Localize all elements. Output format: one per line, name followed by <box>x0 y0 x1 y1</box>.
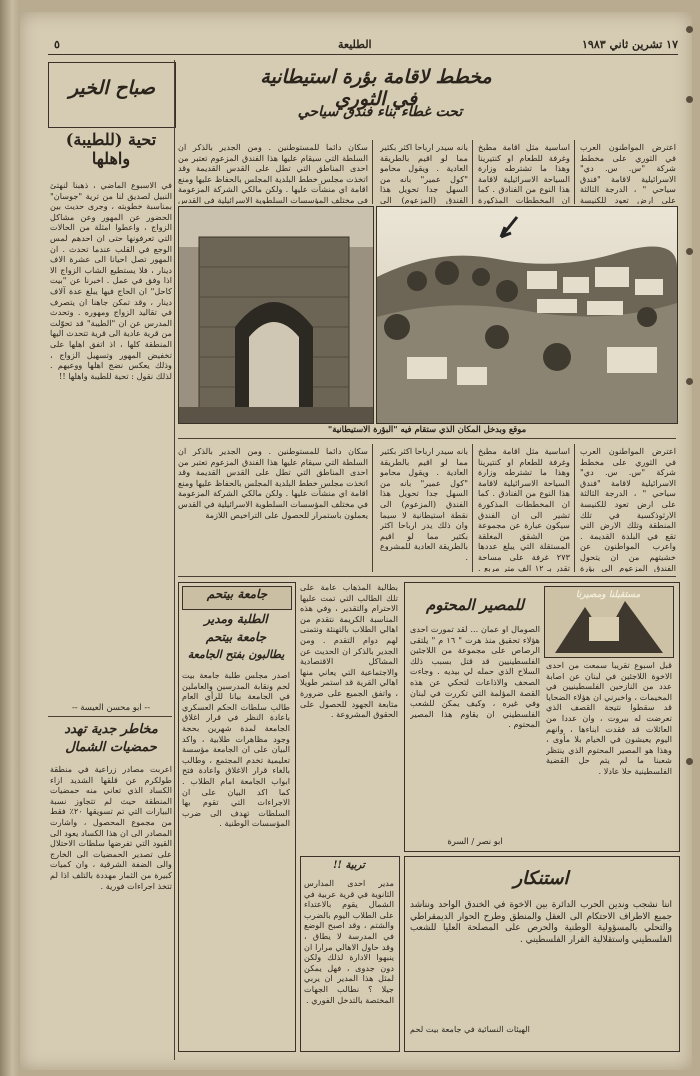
issue-date: ١٧ تشرين ثاني ١٩٨٣ <box>582 38 678 51</box>
education-title: تربية !! <box>333 860 365 871</box>
column-rule <box>574 444 575 572</box>
column-rule <box>472 140 473 204</box>
main-article-cont-2: اساسية مثل اقامة مطبخ وغرفة للطعام او كنتيرينا وهذا ما تشترطه وزارة السياحة الاسرائيلية لاقامة هذا النوع من الفنادق . كما ان المخططات المذكورة تشير الى ان الفندق سيكون عبارة عن مجموعة من الشقق المغلقة المستقلة التي يبلغ عددها ٢٧٣ غرفة على مساحة تقدر بـ ١٢ الف متر مربع . <box>478 446 570 572</box>
spacer <box>404 556 678 560</box>
sabah-column-headline: تحية (للطيبة) واهلها <box>65 130 157 168</box>
condemnation-body: اننا نشجب وندين الحرب الدائرة بين الاخوة في الخندق الواحد ونناشد جميع الاطراف الاحتكام الى العقل والمنطق وطرح الحوار الديمقراطي والتحلي بالمسؤولية الوطنية والحرص على المصلحة العليا للشعب الفلسطيني واستقلالية القرار الفلسطيني . <box>410 900 672 945</box>
main-subheadline: تحت غطاء بناء فندق سياحي <box>297 104 463 120</box>
main-headline: مخطط لاقامة بؤرة استيطانية في الثوري <box>260 66 492 110</box>
landscape-photo <box>376 206 678 424</box>
center-continued-text: بطالبة المذهاب عامة على تلك الطالب التي تمت عليها الاحترام والتقدير ، وفي هذه المناسبة الكريمة نتقدم من اهالي الطلاب بالتهنئة ونتمنى لهم دوام التقدم . ومن الجدير بالذكر ان الحديث عن المشاكل الاقتصادية والاجتماعية التي يعاني منها اهالي القرية قد استمر طويلا ، واتفق الجميع على ضرورة متابعة الجهود للحصول على الحقوق المشروعة . <box>300 582 398 720</box>
condemnation-signature: الهيئات النسائية في جامعة بيت لحم <box>410 1024 530 1034</box>
page-number: ٥ <box>54 38 60 51</box>
binder-hole <box>686 26 693 33</box>
main-article-cont-3: بانه سيدر ارباحا اكثر بكثير مما لو اقيم بالطريقة العادية . ويقول محامو "كول عمير" بانه من السهل جدا تحويل هذا الفندق (المزعوم) الى نقطة استيطانية لا سيما وان ذلك يدر ارباحا اكثر بكثير مما لو اقيم بالطريقة العادية للمشروع . <box>380 446 468 562</box>
sabah-alkhair-title: صباح الخير <box>68 77 156 99</box>
bethlehem-title-1: الطلبة ومدير <box>204 612 268 626</box>
main-article-col-mid-left: بانه سيدر ارباحا اكثر بكثير مما لو اقيم بالطريقة العادية . ويقول محامو "كول عمير" بانه من السهل جدا تحويل هذا الفندق (المزعوم) الى <box>380 142 468 204</box>
bethlehem-title-2: جامعة بيتحم <box>205 630 267 644</box>
bethlehem-article-body: اصدر مجلس طلبة جامعة بيت لحم ونقابة المدرسين والعاملين في الجامعة بيانا للرأي العام طالب سلطات الحكم العسكري باعادة النظر في قرار اغلاق الجامعة لمدة شهرين بحجة وجود مظاهرات طلابية ، واكد البيان على ان الجامعة مؤسسة تعليمية تخدم المجتمع ، وطالب بالغاء قرار الاغلاق واعادة فتح ابواب الجامعة امام الطلاب . كما اكد البيان على ان الاجراءات التي تقوم بها السلطات تهدف الى ضرب المؤسسات الوطنية . <box>182 670 290 829</box>
destiny-art-label: مستقبلنا ومصيرنا <box>575 590 641 600</box>
column-rule <box>372 140 373 204</box>
binder-hole <box>686 378 693 385</box>
page-header <box>48 38 678 55</box>
bethlehem-logo-art: جامعة بيتحم <box>182 586 292 610</box>
destiny-body-left: الصومال او عمان ... لقد تمورت احدى هؤلاء تحقيق منذ هرت " ١٦ م " يلتقى الرصاص على مجموعة من اللاجئين الفلسطينيين قد قتل بسبب ذلك السلاح الذي حمله لي بيديه . وجاءت الصحف والاذاعات لتحكي عن هذه القصة المؤلمة التي تكررت في لبنان وفي غيره ، وكيف يمكن للشعب الفلسطيني ان يقاوم هذا المصير المحتوم . <box>410 624 540 730</box>
column-rule <box>574 140 575 204</box>
newspaper-name: الطليعة <box>338 38 372 51</box>
newspaper-binding <box>0 0 20 1076</box>
citrus-article-body: اعربت مصادر زراعية في منطقة طولكرم عن قلقها الشديد ازاء الكساد الذي تعاني منه حمضيات المنطقة حيث لم تتجاوز نسبة البيارات التي تم تسويقها ٢٠٪ فقط من مجموع المحصول ، واشارت المصادر الى ان هذا الكساد يعود الى القيود التي تفرضها سلطات الاحتلال على تصدير الحمضيات الى الخارج والى الضفة الشرقية ، وان كميات كبيرة من الثمار مهددة بالتلف اذا لم تتخذ اجراءات فورية . <box>50 764 172 891</box>
main-article-col-right: اعترض المواطنون العرب في الثوري على مخطط شركة "س. س. دي" الاسرائيلية لاقامة "فندق سياحي " ، الدرجة الثالثة على ارض تعود للكنيسة <box>580 142 676 204</box>
column-rule <box>174 60 175 1060</box>
binder-hole <box>686 248 693 255</box>
binder-hole <box>686 758 693 765</box>
destiny-signature: ابو نصر / السرة <box>447 836 503 846</box>
stone-arch-illustration <box>179 207 373 423</box>
sabah-column-signature: -- ابو محسن العيسة -- <box>71 702 151 712</box>
column-rule <box>372 444 373 572</box>
sabah-column-body: في الاسبوع الماضي ، ذهبنا لنهتئ النبيل لصديق لنا من ترية "جوسان" بمناسبة خطوبته ، وجرى حديث بين الحضور عن المهور وعن مشاكل الزواج ، واعطوا امثلة من الحالات التي تعرفونها حتى ان احدهم لمس الوجع في القلب عندما تحدث . ان المهور تصل احيانا الى عشرة الاف دينار ، فلا يستطيع الشاب الزواج الا اذا وفق في عمل . اخبرنا عن "بيت كاحل" ان الحاج فيها يبلغ عدة آلاف دينار ، وقد تمكن جاهنا ان يتصرف في تقاليد الزواج ومهوره . وتحدث المدرس عن ان "الطيبة" قد تحوّلت من قرية عادية الى قرية تتحدث اليها المنطقة كلها ، اذ اتفق اهلها على تخفيض المهور وتسهيل الزواج ، وذلك يعكس نضج اهلها ووعيهم . لذلك نقول : تحية للطيبة واهلها !! <box>50 180 172 381</box>
citrus-headline-1: مخاطر جدية تهدد <box>64 722 158 737</box>
section-rule <box>48 716 172 717</box>
main-article-col-left: سكان دائما للمستوطنين . ومن الجدير بالذكر ان السلطة التي سيقام عليها هذا الفندق المزعوم تعتبر من احدى المناطق التي تطل على القدس القديمة وقد اتخذت مجلس خطط البلدية المجلس بالحفاظ عليها ومنع اقامة اي منشآت عليها . ولكن مالكي الشركة المزعومة في مختلف المؤسسات السلطوية الاسرائيلية في القدس <box>178 142 368 204</box>
citrus-headline-2: حمضيات الشمال <box>65 740 157 755</box>
condemnation-title: استنكار <box>513 868 569 889</box>
column-rule <box>472 444 473 572</box>
hillside-landscape-illustration <box>377 207 677 423</box>
destiny-body-right: قبل اسبوع تقريبا سمعت من احدى الاخوة اللاجئين في لبنان عن اصابة عدد من النازحين الفلسطينيين في المخيمات ، واخبرني ان هؤلاء الضحايا قد سقطوا نتيجة القصف الذي تعرضت له بيروت ، وان عددا من العائلات قد فقدت ابناءها ، وانهم اليوم يعيشون في الخيام بلا مأوى ، وهذا هو المصير المحتوم الذي ينتظر شعبنا ما لم يتم حل القضية الفلسطينية حلا عادلا . <box>546 660 672 776</box>
photo-caption: موقع وبدخل المكان الذي ستقام فيه "البؤرة الاستيطانية" <box>327 424 527 434</box>
sabah-alkhair-box <box>48 62 176 128</box>
section-rule <box>178 438 676 439</box>
education-body: مدير احدى المدارس الثانوية في قرية عربية في الشمال يقوم بالاعتداء على الطلاب اليوم بالضرب والشتم ، وقد اصبح الوضع في المدرسة لا يطاق ، وقد حاول الاهالي مرارا ان ينبهوا الادارة لذلك ولكن دون جدوى ، فهل يمكن لمثل هذا المدير ان يربي جيلا ؟ نطالب الجهات المختصة بالتدخل الفوري . <box>304 878 394 1005</box>
destiny-headline: للمصير المحتوم <box>426 596 524 614</box>
binder-hole <box>686 96 693 103</box>
main-article-cont-4: سكان دائما للمستوطنين . ومن الجدير بالذكر ان السلطة التي سيقام عليها هذا الفندق المزعوم تعتبر من احدى المناطق التي تطل على القدس القديمة وقد اتخذت مجلس خطط البلدية المجلس بالحفاظ عليها ومنع اقامة اي منشآت عليها . ولكن مالكي الشركة المزعومة في مختلف المؤسسات السلطوية الاسرائيلية في القدس يعملون باستمرار للحصول على التراخيص اللازمة <box>178 446 368 520</box>
section-rule <box>178 576 676 577</box>
bethlehem-title-3: يطالبون بفتح الجامعة <box>187 648 285 661</box>
arch-photo <box>178 206 374 424</box>
main-article-col-mid-right: اساسية مثل اقامة مطبخ وغرفة للطعام او كنتيرينا وهذا ما تشترطه وزارة السياحة الاسرائيلية لاقامة هذا النوع من الفنادق . كما ان المخططات المذكورة <box>478 142 570 204</box>
main-article-cont-1: اعترض المواطنون العرب في الثوري على مخطط شركة "س. س. دي" الاسرائيلية لاقامة "فندق سياحي " ، الدرجة الثالثة على ارض تعود للكنيسة الارثوذكسية في تلك المنطقة وتلك الارض التي تقع في البلدة القديمة . واعرب المواطنون عن خشيتهم من ان يتحول الفندق المزعوم الى بؤرة <box>580 446 676 572</box>
